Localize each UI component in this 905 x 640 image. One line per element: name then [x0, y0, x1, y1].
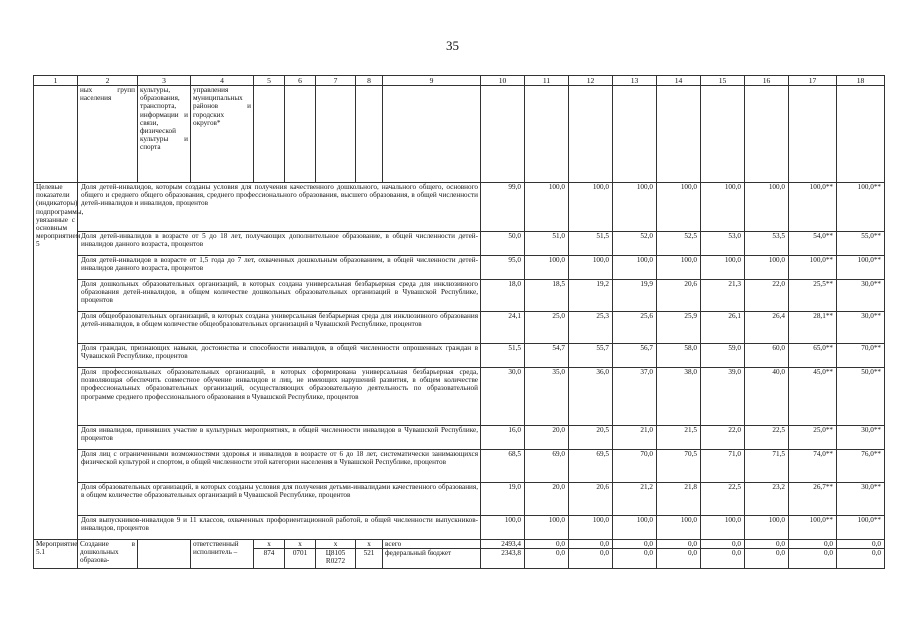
indicator-value: 100,0	[701, 256, 745, 280]
indicator-value: 68,5	[481, 450, 525, 483]
indicator-row	[34, 183, 885, 232]
column-number: 11	[525, 76, 569, 86]
measure-executor: ответственный исполнитель –	[191, 540, 254, 569]
column-number: 8	[356, 76, 383, 86]
column-number: 4	[191, 76, 254, 86]
column-number: 10	[481, 76, 525, 86]
indicator-description: Доля инвалидов, принявших участие в культурных мероприятиях, в общей численности инвалидов в Чувашской Республике, процентов	[78, 426, 481, 450]
indicator-value: 26,4	[745, 312, 789, 344]
budget-code: x	[285, 540, 316, 549]
indicator-description: Доля профессиональных образовательных организаций, в которых сформирована универсальная безбарьерная среда, позволяющая обеспечить совместное обучение инвалидов и лиц, не имеющих нарушений развития, в общем количестве профессиональных образовательных организаций, осуществляющих образовательную деятельность по образовательной программе среднего профессионального образования в Чувашской Республике, процентов	[78, 368, 481, 426]
indicator-value: 54,7	[525, 344, 569, 368]
indicator-value: 55,0**	[837, 232, 885, 256]
indicator-value: 22,0	[745, 280, 789, 312]
indicator-value: 100,0	[613, 256, 657, 280]
indicator-value: 30,0**	[837, 312, 885, 344]
budget-code: x	[356, 540, 383, 549]
indicator-row	[34, 280, 885, 312]
indicator-value: 100,0	[569, 516, 613, 540]
column-number-row	[34, 76, 885, 86]
indicator-value: 56,7	[613, 344, 657, 368]
indicator-value: 21,5	[657, 426, 701, 450]
column-number: 12	[569, 76, 613, 86]
indicator-value: 100,0**	[789, 183, 837, 232]
indicator-value: 53,5	[745, 232, 789, 256]
indicator-row	[34, 516, 885, 540]
indicator-value: 70,0**	[837, 344, 885, 368]
indicator-value: 100,0	[657, 256, 701, 280]
indicator-value: 18,0	[481, 280, 525, 312]
indicator-value: 21,2	[613, 483, 657, 516]
indicator-value: 54,0**	[789, 232, 837, 256]
funding-value: 0,0	[745, 549, 789, 569]
indicator-description: Доля дошкольных образовательных организаций, в которых создана универсальная безбарьерная среда для инклюзивного образования детей-инвалидов, в общем количестве дошкольных образовательных организаций в Чувашской Республике, процентов	[78, 280, 481, 312]
indicator-value: 100,0	[701, 516, 745, 540]
indicator-description: Доля детей-инвалидов в возрасте от 5 до 18 лет, получающих дополнительное образование, в общей численности детей-инвалидов данного возраста, процентов	[78, 232, 481, 256]
indicator-value: 58,0	[657, 344, 701, 368]
indicator-row	[34, 312, 885, 344]
indicator-value: 69,0	[525, 450, 569, 483]
funding-value: 0,0	[837, 540, 885, 549]
indicator-value: 38,0	[657, 368, 701, 426]
indicator-value: 20,5	[569, 426, 613, 450]
indicator-value: 100,0	[657, 516, 701, 540]
cont-cell-2: ных групп населения	[78, 86, 138, 183]
measure-empty-cell	[138, 540, 191, 569]
indicator-value: 28,1**	[789, 312, 837, 344]
indicator-value: 100,0**	[837, 256, 885, 280]
indicator-value: 100,0	[525, 183, 569, 232]
indicator-description: Доля детей-инвалидов в возрасте от 1,5 года до 7 лет, охваченных дошкольным образованием, в общей численности детей-инвалидов данного возраста, процентов	[78, 256, 481, 280]
indicator-value: 20,6	[657, 280, 701, 312]
indicator-value: 21,8	[657, 483, 701, 516]
indicator-value: 50,0	[481, 232, 525, 256]
indicator-value: 51,5	[569, 232, 613, 256]
budget-code: x	[254, 540, 285, 549]
indicator-value: 25,6	[613, 312, 657, 344]
indicator-value: 59,0	[701, 344, 745, 368]
indicator-value: 20,6	[569, 483, 613, 516]
indicator-description: Доля детей-инвалидов, которым созданы условия для получения качественного дошкольного, начального общего, основного общего и среднего общего образования, среднего профессионального образования, высшего образования, в общей численности детей-инвалидов и инвалидов, процентов	[78, 183, 481, 232]
indicator-value: 55,7	[569, 344, 613, 368]
indicator-value: 51,0	[525, 232, 569, 256]
indicator-value: 100,0	[745, 183, 789, 232]
column-number: 17	[789, 76, 837, 86]
indicator-value: 30,0**	[837, 426, 885, 450]
indicator-value: 19,0	[481, 483, 525, 516]
indicator-value: 21,0	[613, 426, 657, 450]
funding-value: 0,0	[701, 549, 745, 569]
funding-value: 0,0	[701, 540, 745, 549]
continued-row	[34, 86, 885, 183]
funding-value: 0,0	[613, 549, 657, 569]
indicator-value: 100,0	[745, 256, 789, 280]
funding-value: 0,0	[837, 549, 885, 569]
column-number: 13	[613, 76, 657, 86]
funding-value: 0,0	[789, 540, 837, 549]
indicator-value: 53,0	[701, 232, 745, 256]
program-indicators-table	[33, 75, 885, 569]
cont-cell-1	[34, 86, 78, 183]
funding-source: федеральный бюджет	[383, 549, 481, 569]
funding-value: 0,0	[569, 549, 613, 569]
column-number: 18	[837, 76, 885, 86]
column-number: 9	[383, 76, 481, 86]
funding-value: 0,0	[525, 540, 569, 549]
indicator-value: 39,0	[701, 368, 745, 426]
column-number: 7	[316, 76, 356, 86]
funding-value: 0,0	[657, 540, 701, 549]
indicator-row	[34, 232, 885, 256]
measure-description: Создание в дошкольных образова-	[78, 540, 138, 569]
indicator-value: 36,0	[569, 368, 613, 426]
indicator-value: 74,0**	[789, 450, 837, 483]
indicator-row	[34, 483, 885, 516]
column-number: 14	[657, 76, 701, 86]
indicator-value: 23,2	[745, 483, 789, 516]
indicator-value: 22,5	[701, 483, 745, 516]
indicator-group-label: Целевые показатели (индикаторы) подпрограммы, увязанные с основным мероприятием 5	[34, 183, 78, 540]
indicator-value: 70,5	[657, 450, 701, 483]
budget-code: 0701	[285, 549, 316, 569]
budget-code: 874	[254, 549, 285, 569]
indicator-row	[34, 344, 885, 368]
indicator-value: 26,7**	[789, 483, 837, 516]
indicator-value: 30,0	[481, 368, 525, 426]
indicator-value: 100,0**	[789, 256, 837, 280]
indicator-description: Доля лиц с ограниченными возможностями здоровья и инвалидов в возрасте от 6 до 18 лет, систематически занимающихся физической культурой и спортом, в общей численности этой категории населения в Чувашской Республике, процентов	[78, 450, 481, 483]
indicator-value: 35,0	[525, 368, 569, 426]
indicator-row	[34, 426, 885, 450]
indicator-value: 100,0**	[837, 183, 885, 232]
indicator-value: 52,0	[613, 232, 657, 256]
indicator-value: 100,0**	[837, 516, 885, 540]
indicator-description: Доля общеобразовательных организаций, в которых создана универсальная безбарьерная среда для инклюзивного образования детей-инвалидов, в общем количестве общеобразовательных организаций в Чувашской Республике, процентов	[78, 312, 481, 344]
indicator-value: 76,0**	[837, 450, 885, 483]
indicator-value: 30,0**	[837, 483, 885, 516]
indicator-value: 51,5	[481, 344, 525, 368]
indicator-value: 25,0	[525, 312, 569, 344]
budget-code: Ц8105 R0272	[316, 549, 356, 569]
indicator-value: 100,0	[525, 256, 569, 280]
column-number: 6	[285, 76, 316, 86]
indicator-value: 18,5	[525, 280, 569, 312]
column-number: 16	[745, 76, 789, 86]
indicator-value: 25,3	[569, 312, 613, 344]
column-number: 15	[701, 76, 745, 86]
indicator-value: 100,0	[613, 516, 657, 540]
indicator-value: 30,0**	[837, 280, 885, 312]
indicator-description: Доля выпускников-инвалидов 9 и 11 классов, охваченных профориентационной работой, в общей численности выпускников-инвалидов, процентов	[78, 516, 481, 540]
indicator-value: 69,5	[569, 450, 613, 483]
indicator-value: 100,0	[613, 183, 657, 232]
indicator-value: 24,1	[481, 312, 525, 344]
indicator-value: 16,0	[481, 426, 525, 450]
funding-source: всего	[383, 540, 481, 549]
funding-value: 0,0	[613, 540, 657, 549]
indicator-value: 99,0	[481, 183, 525, 232]
indicator-value: 25,9	[657, 312, 701, 344]
measure-label: Мероприятие 5.1	[34, 540, 78, 569]
indicator-value: 20,0	[525, 426, 569, 450]
funding-value: 0,0	[657, 549, 701, 569]
indicator-value: 20,0	[525, 483, 569, 516]
indicator-value: 19,2	[569, 280, 613, 312]
indicator-value: 100,0	[745, 516, 789, 540]
page-number: 35	[446, 38, 459, 53]
indicator-description: Доля образовательных организаций, в которых созданы условия для получения детьми-инвалидами качественного образования, в общем количестве образовательных организаций в Чувашской Республике, процентов	[78, 483, 481, 516]
indicator-value: 100,0	[569, 183, 613, 232]
indicator-value: 45,0**	[789, 368, 837, 426]
indicator-description: Доля граждан, признающих навыки, достоинства и способности инвалидов, в общей численности опрошенных граждан в Чувашской Республике, процентов	[78, 344, 481, 368]
indicator-value: 100,0	[569, 256, 613, 280]
cont-cell-3: культуры, образования, транспорта, информации и связи, физической культуры и спорта	[138, 86, 191, 183]
funding-value: 0,0	[525, 549, 569, 569]
column-number: 2	[78, 76, 138, 86]
indicator-value: 100,0**	[789, 516, 837, 540]
indicator-value: 65,0**	[789, 344, 837, 368]
indicator-value: 25,5**	[789, 280, 837, 312]
indicator-value: 25,0**	[789, 426, 837, 450]
funding-value: 0,0	[745, 540, 789, 549]
cont-cell-4: управления муниципальных районов и городских округов*	[191, 86, 254, 183]
indicator-value: 52,5	[657, 232, 701, 256]
indicator-value: 71,0	[701, 450, 745, 483]
budget-code: x	[316, 540, 356, 549]
indicator-row	[34, 256, 885, 280]
indicator-value: 19,9	[613, 280, 657, 312]
column-number: 1	[34, 76, 78, 86]
indicator-value: 70,0	[613, 450, 657, 483]
measure-row-total	[34, 540, 885, 549]
indicator-value: 100,0	[701, 183, 745, 232]
budget-code: 521	[356, 549, 383, 569]
indicator-row	[34, 450, 885, 483]
indicator-value: 22,5	[745, 426, 789, 450]
funding-value: 2343,8	[481, 549, 525, 569]
funding-value: 2493,4	[481, 540, 525, 549]
indicator-value: 100,0	[481, 516, 525, 540]
indicator-value: 71,5	[745, 450, 789, 483]
indicator-row	[34, 368, 885, 426]
indicator-value: 26,1	[701, 312, 745, 344]
indicator-value: 50,0**	[837, 368, 885, 426]
indicator-value: 40,0	[745, 368, 789, 426]
indicator-value: 95,0	[481, 256, 525, 280]
indicator-value: 37,0	[613, 368, 657, 426]
indicator-value: 22,0	[701, 426, 745, 450]
indicator-value: 100,0	[525, 516, 569, 540]
column-number: 5	[254, 76, 285, 86]
funding-value: 0,0	[569, 540, 613, 549]
funding-value: 0,0	[789, 549, 837, 569]
indicator-value: 100,0	[657, 183, 701, 232]
indicator-value: 60,0	[745, 344, 789, 368]
indicator-value: 21,3	[701, 280, 745, 312]
column-number: 3	[138, 76, 191, 86]
